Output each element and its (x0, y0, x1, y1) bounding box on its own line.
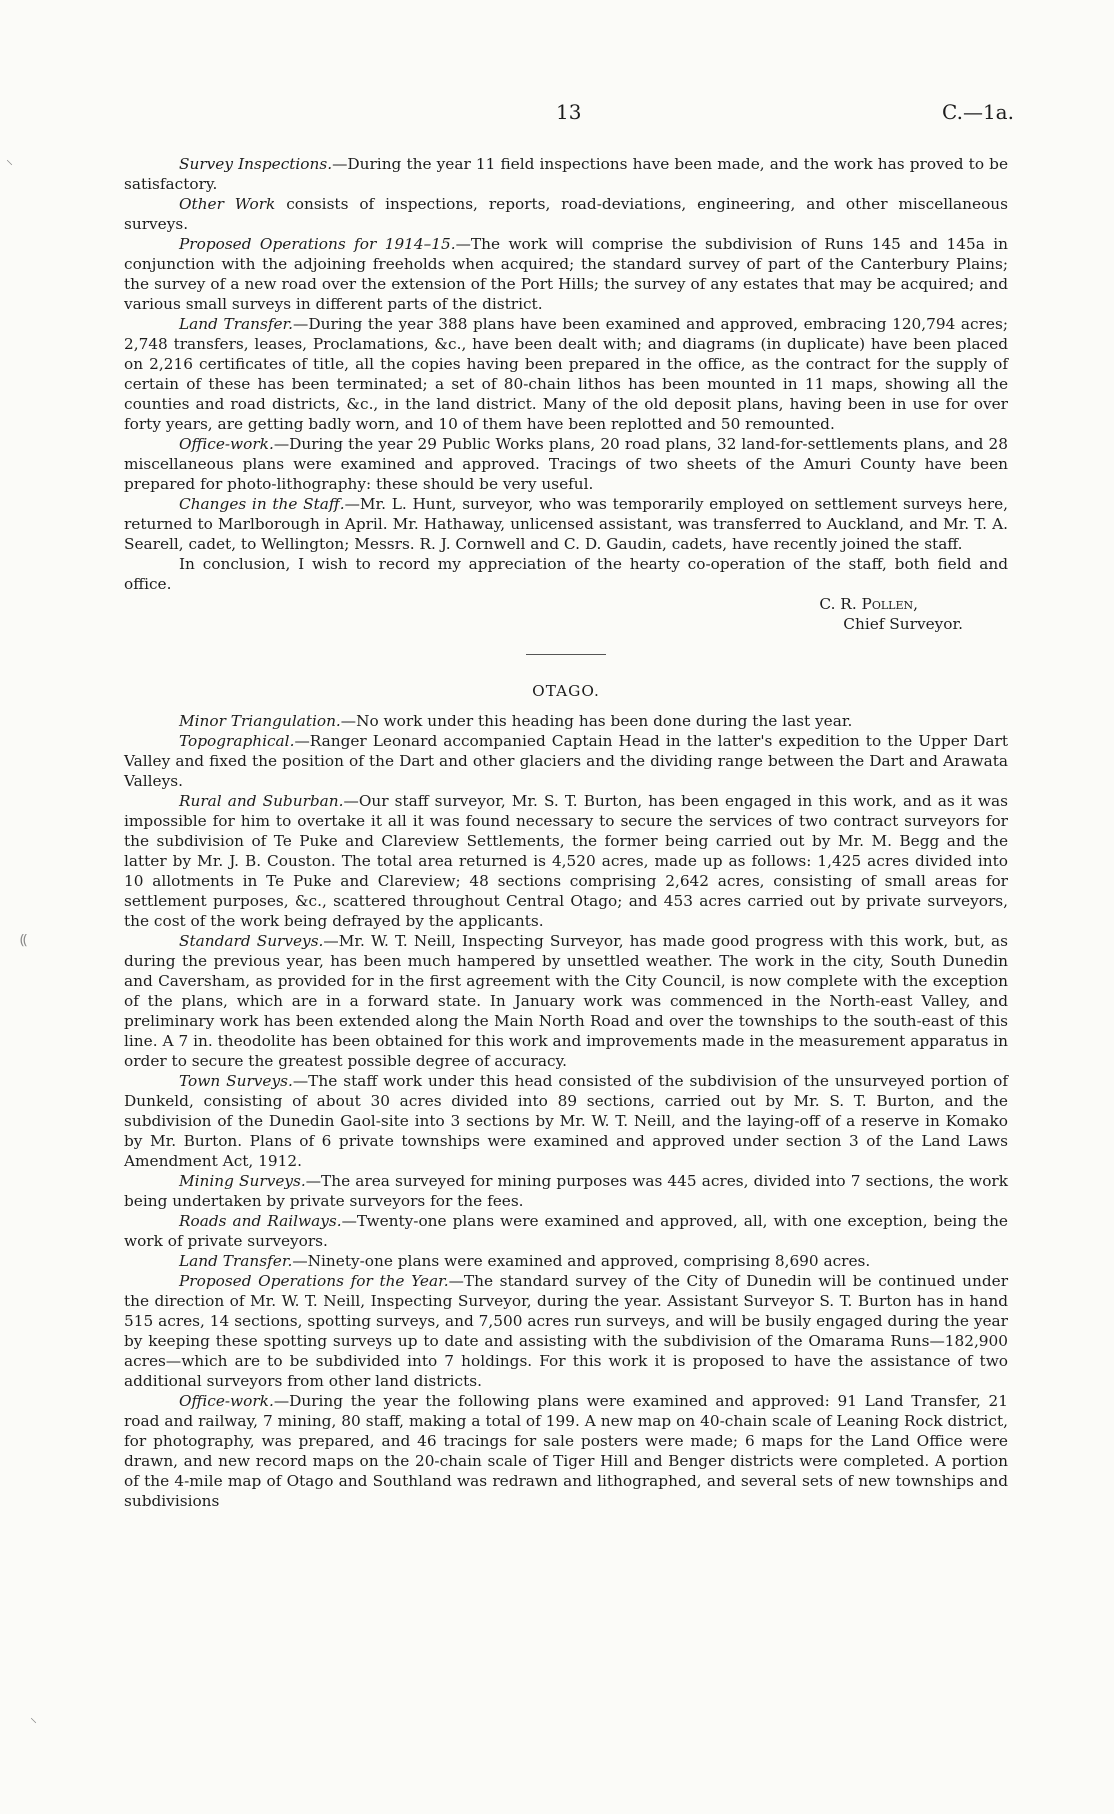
paragraph-proposed-operations: Proposed Operations for 1914–15.—The work will comprise the subdivision of Runs 145 and 145a in conjunction with the adjoining freeholds when acquired; the standard survey of part of the Canterbury Plains; the survey of a new road over the extension of the Port Hills; the survey of any estates that may be acquired; and various small surveys in different parts of the district. (124, 235, 1008, 313)
body-text (124, 154, 1008, 1511)
paragraph-minor-triangulation: Minor Triangulation.—No work under this heading has been done during the last year. (179, 712, 853, 730)
page-header (0, 100, 1114, 130)
page-number: 13 (556, 100, 582, 124)
signature-title: Chief Surveyor. (843, 615, 963, 633)
paragraph-conclusion: In conclusion, I wish to record my appreciation of the hearty co-operation of the staff, both field and office. (124, 555, 1008, 593)
paragraph-topographical: Topographical.—Ranger Leonard accompanied Captain Head in the latter's expedition to the Upper Dart Valley and fixed the position of the Dart and other glaciers and the dividing range between the Dart and Arawata Valleys. (124, 732, 1008, 790)
paragraph-office-work: Office-work.—During the year 29 Public Works plans, 20 road plans, 32 land-for-settlements plans, and 28 miscellaneous plans were examined and approved. Tracings of two sheets of the Amuri County have been prepared for photo-lithography: these should be very useful. (124, 435, 1008, 493)
paragraph-otago-proposed-operations: Proposed Operations for the Year.—The standard survey of the City of Dunedin will be continued under the direction of Mr. W. T. Neill, Inspecting Surveyor, during the year. Assistant Surveyor S. T. Burton has in hand 515 acres, 14 sections, spotting surveys, and 7,500 acres run surveys, and will be busily engaged during the year by keeping these spotting surveys up to date and assisting with the subdivision of the Omarama Runs—182,900 acres—which are to be subdivided into 7 holdings. For this work it is proposed to have the assistance of two additional surveyors from other land districts. (124, 1272, 1009, 1390)
margin-mark: ⸜ (6, 152, 13, 168)
margin-mark: ⸜ (30, 1710, 37, 1726)
paragraph-changes-in-staff: Changes in the Staff.—Mr. L. Hunt, surveyor, who was temporarily employed on settlement surveys here, returned to Marlborough in April. Mr. Hathaway, unlicensed assistant, was transferred to Auckland, and Mr. T. A. Searell, cadet, to Wellington; Messrs. R. J. Cornwell and C. D. Gaudin, cadets, have recently joined the staff. (124, 495, 1008, 553)
paragraph-other-work: Other Work consists of inspections, reports, road-deviations, engineering, and other miscellaneous surveys. (124, 195, 1008, 233)
paragraph-otago-office-work: Office-work.—During the year the following plans were examined and approved: 91 Land Transfer, 21 road and railway, 7 mining, 80 staff, making a total of 199. A new map on 40-chain scale of Leaning Rock district, for photography, was prepared, and 46 tracings for sale posters were made; 6 maps for the Land Office were drawn, and new record maps on the 20-chain scale of Tiger Hill and Benger districts were completed. A portion of the 4-mile map of Otago and Southland was redrawn and lithographed, and several sets of new townships and subdivisions (124, 1392, 1008, 1510)
paragraph-land-transfer: Land Transfer.—During the year 388 plans have been examined and approved, embracing 120,794 acres; 2,748 transfers, leases, Proclamations, &c., have been dealt with; and diagrams (in duplicate) have been placed on 2,216 certificates of title, all the copies having been prepared in the office, as the contract for the supply of certain of these has been terminated; a set of 80-chain lithos has been mounted in 11 maps, showing all the counties and road districts, &c., in the land district. Many of the old deposit plans, having been in use for over forty years, are getting badly worn, and 10 of them have been replotted and 50 remounted. (124, 315, 1008, 433)
document-reference: C.—1a. (942, 100, 1014, 124)
paragraph-town-surveys: Town Surveys.—The staff work under this head consisted of the subdivision of the unsurveyed portion of Dunkeld, consisting of about 30 acres divided into 89 sections, carried out by Mr. S. T. Burton, and the subdivision of the Dunedin Gaol-site into 3 sections by Mr. W. T. Neill, and the laying-off of a reserve in Komako by Mr. Burton. Plans of 6 private townships were examined and approved under section 3 of the Land Laws Amendment Act, 1912. (124, 1072, 1008, 1170)
paragraph-mining-surveys: Mining Surveys.—The area surveyed for mining purposes was 445 acres, divided into 7 sections, the work being undertaken by private surveyors for the fees. (124, 1172, 1008, 1210)
margin-mark: ⸨ (20, 932, 28, 948)
paragraph-otago-land-transfer: Land Transfer.—Ninety-one plans were examined and approved, comprising 8,690 acres. (179, 1252, 871, 1270)
paragraph-standard-surveys: Standard Surveys.—Mr. W. T. Neill, Inspecting Surveyor, has made good progress with this work, but, as during the previous year, has been much hampered by unsettled weather. The work in the city, South Dunedin and Caversham, as provided for in the first agreement with the City Council, is now complete with the exception of the plans, which are in a forward state. In January work was commenced in the North-east Valley, and preliminary work has been extended along the Main North Road and over the townships to the south-east of this line. A 7 in. theodolite has been obtained for this work and improvements made in the measurement apparatus in order to secure the greatest possible degree of accuracy. (124, 932, 1008, 1070)
paragraph-survey-inspections: Survey Inspections.—During the year 11 field inspections have been made, and the work has proved to be satisfactory. (124, 155, 1008, 193)
paragraph-rural-suburban: Rural and Suburban.—Our staff surveyor, Mr. S. T. Burton, has been engaged in this work, and as it was impossible for him to overtake it all it was found necessary to secure the services of two contract surveyors for the subdivision of Te Puke and Clareview Settlements, the former being carried out by Mr. M. Begg and the latter by Mr. J. B. Couston. The total area returned is 4,520 acres, made up as follows: 1,425 acres divided into 10 allotments in Te Puke and Clareview; 48 sections comprising 2,642 acres, consisting of small areas for settlement purposes, &c., scattered throughout Central Otago; and 453 acres carried out by private surveyors, the cost of the work being defrayed by the applicants. (124, 792, 1008, 930)
paragraph-roads-railways: Roads and Railways.—Twenty-one plans were examined and approved, all, with one exception, being the work of private surveyors. (124, 1212, 1008, 1250)
signature-name: C. R. Pollen, (819, 595, 918, 613)
section-divider (526, 654, 606, 655)
section-heading-otago: OTAGO. (532, 682, 600, 700)
